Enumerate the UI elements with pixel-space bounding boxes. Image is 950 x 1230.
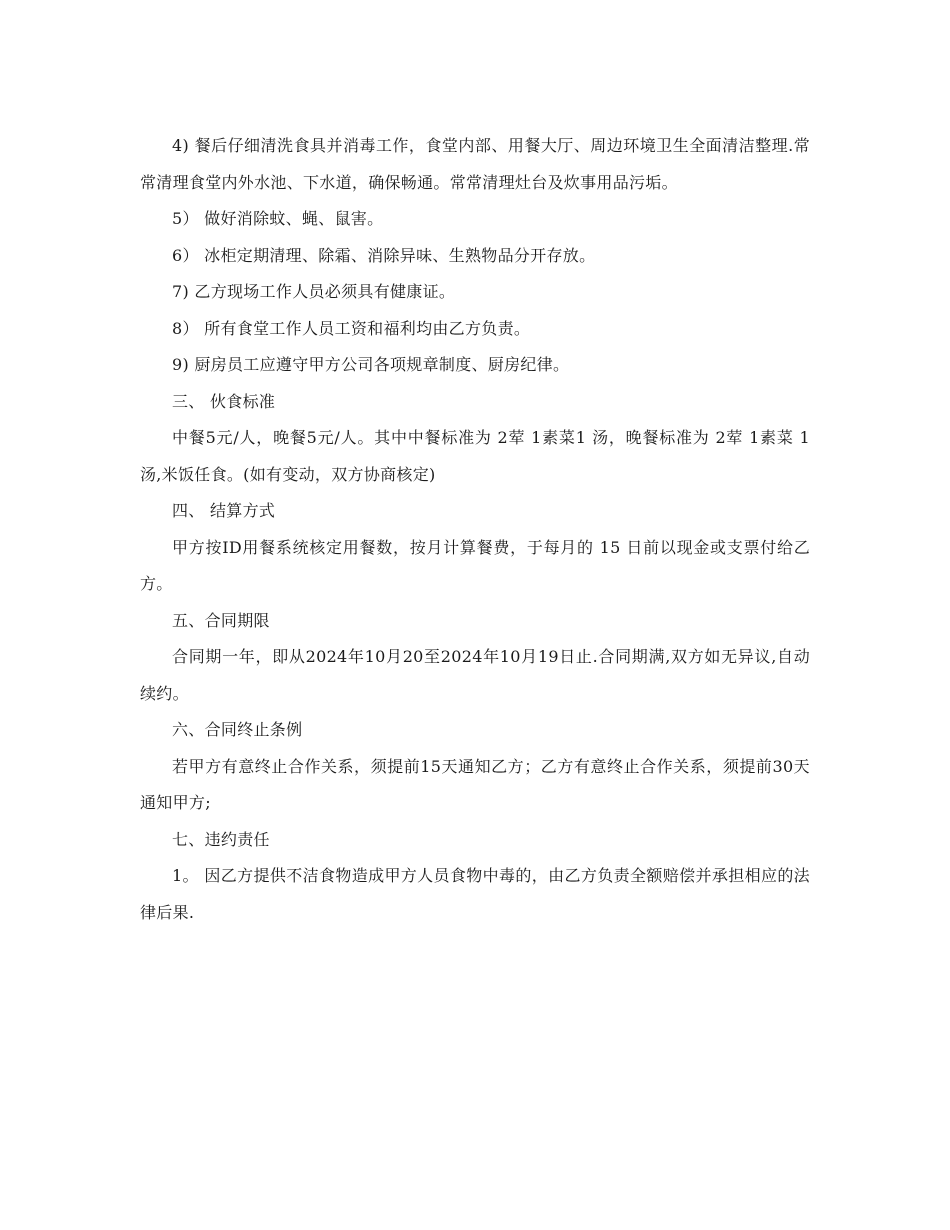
paragraph-hygiene-item-8: 8） 所有食堂工作人员工资和福利均由乙方负责。 [172,318,531,338]
paragraph-hygiene-item-6: 6） 冰柜定期清理、除霜、消除异味、生熟物品分开存放。 [172,245,596,265]
document-page [140,128,810,931]
paragraph-hygiene-item-4: 4) 餐后仔细清洗食具并消毒工作，食堂内部、用餐大厅、周边环境卫生全面清洁整理.常常清理食堂内外水池、下水道，确保畅通。常常清理灶台及炊事用品污垢。 [140,136,810,192]
section-heading-contract-term: 五、合同期限 [172,610,270,630]
paragraph-liability-item-1: 1。 因乙方提供不洁食物造成甲方人员食物中毒的，由乙方负责全额赔偿并承担相应的法律后果. [140,866,810,922]
paragraph-meal-standard: 中餐5元/人，晚餐5元/人。其中中餐标准为 2荤 1素菜1 汤，晚餐标准为 2荤 1素菜 1汤,米饭任食。(如有变动，双方协商核定) [140,428,810,484]
paragraph-hygiene-item-9: 9) 厨房员工应遵守甲方公司各项规章制度、厨房纪律。 [172,355,570,374]
section-heading-settlement: 四、 结算方式 [172,501,276,520]
paragraph-contract-term: 合同期一年，即从2024年10月20至2024年10月19日止.合同期满,双方如无异议,自动续约。 [140,647,810,703]
paragraph-hygiene-item-7: 7) 乙方现场工作人员必须具有健康证。 [172,282,456,301]
paragraph-termination: 若甲方有意终止合作关系，须提前15天通知乙方；乙方有意终止合作关系，须提前30天通知甲方; [140,756,810,812]
paragraph-settlement: 甲方按ID用餐系统核定用餐数，按月计算餐费，于每月的 15 日前以现金或支票付给乙方。 [140,537,810,593]
section-heading-termination: 六、合同终止条例 [172,720,303,739]
paragraph-hygiene-item-5: 5） 做好消除蚊、蝇、鼠害。 [172,209,384,228]
section-heading-liability: 七、违约责任 [172,829,270,849]
section-heading-meal-standard: 三、 伙食标准 [172,391,276,411]
